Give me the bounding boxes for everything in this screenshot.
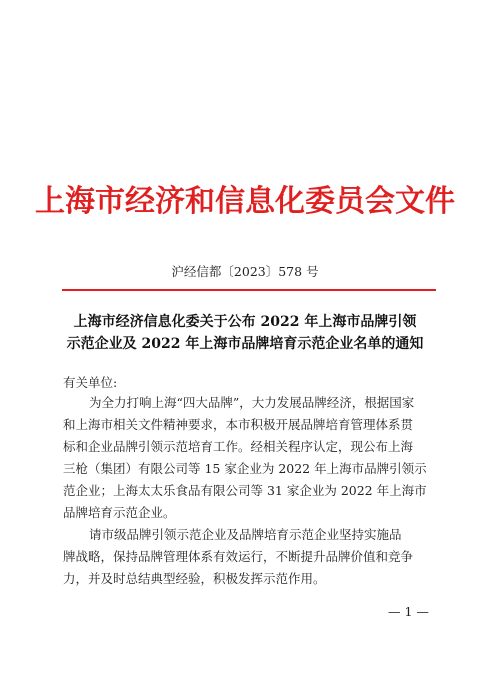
paragraph-line: 牌战略，保持品牌管理体系有效运行，不断提升品牌价值和竞争 xyxy=(63,549,414,564)
paragraph-line: 力，并及时总结典型经验，积极发挥示范作用。 xyxy=(63,571,326,586)
paragraph-1 xyxy=(63,392,443,524)
salutation: 有关单位: xyxy=(63,375,118,390)
paragraph-line: 品牌培育示范企业。 xyxy=(63,505,176,520)
paragraph-line: 请市级品牌引领示范企业及品牌培育示范企业坚持实施品 xyxy=(89,527,402,542)
document-number: 沪经信都〔2023〕578 号 xyxy=(171,264,319,279)
paragraph-line: 范企业；上海太太乐食品有限公司等 31 家企业为 2022 年上海市 xyxy=(63,483,427,498)
paragraph-2 xyxy=(63,524,443,590)
paragraph-line: 三枪（集团）有限公司等 15 家企业为 2022 年上海市品牌引领示 xyxy=(63,461,427,476)
red-divider-line xyxy=(62,289,436,291)
paragraph-line: 和上海市相关文件精神要求，本市积极开展品牌培育管理体系贯 xyxy=(63,417,414,432)
paragraph-line: 为全力打响上海“四大品牌”，大力发展品牌经济，根据国家 xyxy=(89,395,415,410)
notice-title-line: 上海市经济信息化委关于公布 2022 年上海市品牌引领 xyxy=(73,314,417,330)
document-header-title: 上海市经济和信息化委员会文件 xyxy=(35,184,455,219)
notice-title xyxy=(50,311,440,355)
paragraph-line: 标和企业品牌引领示范培育工作。经相关程序认定，现公布上海 xyxy=(63,439,414,454)
notice-title-line: 示范企业及 2022 年上海市品牌培育示范企业名单的通知 xyxy=(66,336,424,352)
page-number: — 1 — xyxy=(388,604,429,619)
